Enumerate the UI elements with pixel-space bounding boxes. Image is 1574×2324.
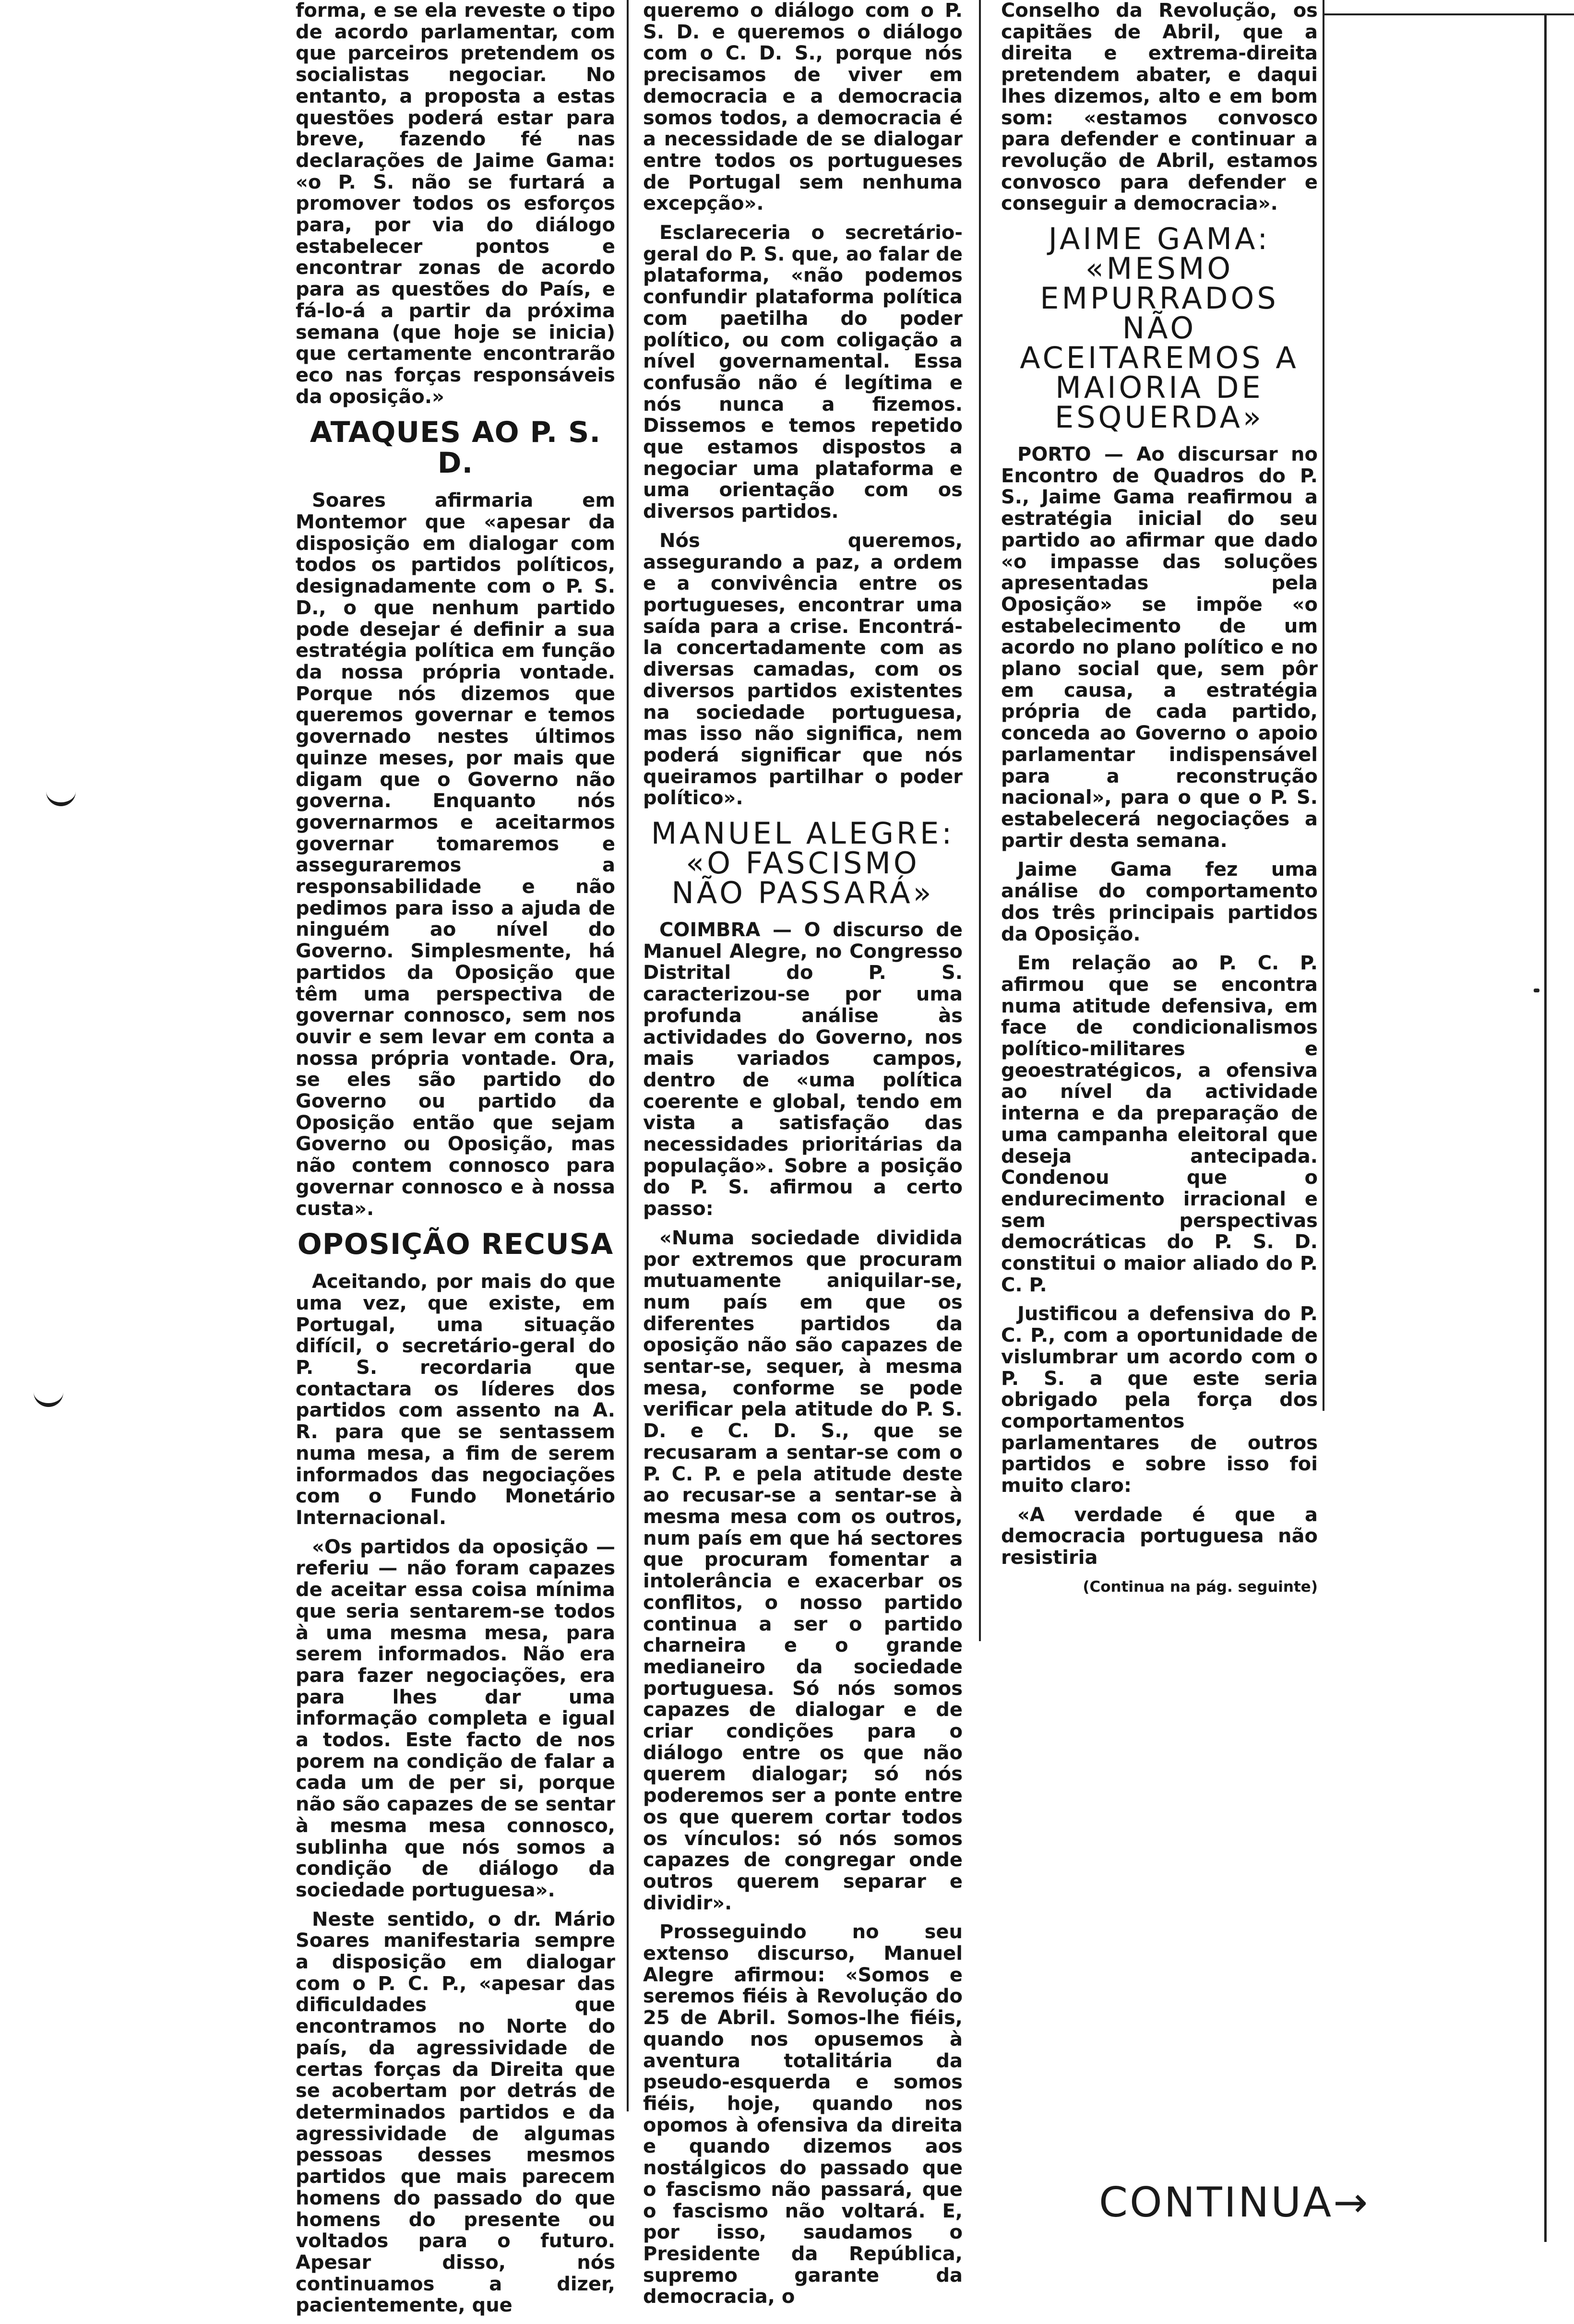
column-2 [643,0,963,2315]
continua-label: CONTINUA→ [1099,2179,1370,2227]
col3-paragraph-2: Jaime Gama fez uma análise do comportamento dos três principais partidos da Oposição. [1001,858,1318,945]
col2-paragraph-2: Nós queremos, assegurando a paz, a ordem e a convivência entre os portugueses, encontrar uma saída para a crise. Encontrá-la concertadamente com as diversas camadas, com os diversos partidos existentes na sociedade portuguesa, mas isso não significa, nem poderá significar que nós queiramos partilhar o poder político». [643,529,963,810]
col1-paragraph-3: «Os partidos da oposição — referiu — não foram capazes de aceitar essa coisa mínima que seria sentarem-se todos à uma mesma mesa, para serem informados. Não era para fazer negociações, era para lhes dar uma informação completa e igual a todos. Este facto de nos porem na condição de falar a cada um de per si, porque não são capazes de se sentar à mesma mesa connosco, sublinha que nós somos a condição de diálogo da sociedade portuguesa». [296,1536,615,1901]
col2-paragraph-1: Esclareceria o secretário-geral do P. S. que, ao falar de plataforma, «não podemos confundir plataforma política com paetilha do poder político, ou com coligação a nível governamental. Essa confusão não é legítima e nós nunca a fizemos. Dissemos e temos repetido que estamos dispostos a negociar uma plataforma e uma orientação com os diversos partidos. [643,222,963,523]
col3-paragraph-4: Justificou a defensiva do P. C. P., com a oportunidade de vislumbrar um acordo com o P. S. a que este seria obrigado pela força dos comportamentos parlamentares de outros partidos e sobre isso foi muito claro: [1001,1303,1318,1497]
right-edge-rule [1544,14,1547,2242]
col1-paragraph-1: Soares afirmaria em Montemor que «apesar da disposição em dialogar com todos os partidos políticos, designadamente com o P. S. D., o que nenhum partido pode desejar é definir a sua estratégia política em função da nossa própria vontade. Porque nós dizemos que queremos governar e temos governado nestes últimos quinze meses, por mais que digam que o Governo não governa. Enquanto nós governarmos e aceitarmos governar tomaremos e asseguraremos a responsabilidade e não pedimos para isso a ajuda de ninguém ao nível do Governo. Simplesmente, há partidos da Oposição que têm uma perspectiva de governar connosco, sem nos ouvir e sem levar em conta a nossa própria vontade. Ora, se eles são partido do Governo ou partido da Oposição então que sejam Governo ou Oposição, mas não contem connosco para governar connosco e à nossa custa». [296,489,615,1220]
heading-jaime-gama: JAIME GAMA: «MESMO EMPURRADOS NÃO ACEITAREMOS A MAIORIA DE ESQUERDA» [1020,221,1299,435]
col3-paragraph-5: «A verdade é que a democracia portuguesa não resistiria [1001,1503,1318,1569]
margin-mark-2 [34,1382,63,1407]
col3-paragraph-0: Conselho da Revolução, os capitães de Abril, que a direita e extrema-direita pretendem abater, e daqui lhes dizemos, alto e em bom som: «estamos convosco para defender e continuar a revolução de Abril, estamos convosco para defender e conseguir a democracia». [1001,0,1318,215]
col1-paragraph-0: forma, e se ela reveste o tipo de acordo parlamentar, com que parceiros pretendem os socialistas negociar. No entanto, a proposta a estas questões poderá estar para breve, fazendo fé nas declarações de Jaime Gama: «o P. S. não se furtará a promover todos os esforços para, por via do diálogo estabelecer pontos e encontrar zonas de acordo para as questões do País, e fá-lo-á a partir da próxima semana (que hoje se inicia) que certamente encontrarão eco nas forças responsáveis da oposição.» [296,0,615,408]
col2-paragraph-4: «Numa sociedade dividida por extremos que procuram mutuamente aniquilar-se, num país em que os diferentes partidos da oposição não são capazes de sentar-se, sequer, à mesma mesa, conforme se pode verificar pela atitude do P. S. D. e C. D. S., que se recusaram a sentar-se com o P. C. P. e pela atitude deste ao recusar-se a sentar-se à mesma mesa com os outros, num país em que há sectores que procuram fomentar a intolerância e exacerbar os conflitos, o nosso partido continua a ser o partido charneira e o grande medianeiro da sociedade portuguesa. Só nós somos capazes de dialogar e de criar condições para o diálogo entre os que não querem dialogar; só nós poderemos ser a ponte entre os que querem cortar todos os vínculos: só nós somos capazes de congregar onde outros querem separar e dividir». [643,1227,963,1914]
col3-paragraph-3: Em relação ao P. C. P. afirmou que se encontra numa atitude defensiva, em face de condicionalismos político-militares e geoestratégicos, a ofensiva ao nível da actividade interna e da preparação de uma campanha eleitoral que deseja antecipada. Condenou que o endurecimento irracional e sem perspectivas democráticas do P. S. D. constitui o maior aliado do P. C. P. [1001,952,1318,1296]
column-rule-2 [979,0,981,1641]
column-rule-1 [627,0,629,2111]
top-right-rule [1324,13,1574,15]
column-rule-3 [1323,0,1324,1411]
col2-paragraph-0: queremo o diálogo com o P. S. D. e queremos o diálogo com o C. D. S., porque nós precisamos de viver em democracia e a democracia somos todos, a democracia é a necessidade de se dialogar entre todos os portugueses de Portugal sem nenhuma excepção». [643,0,963,215]
col1-paragraph-2: Aceitando, por mais do que uma vez, que existe, em Portugal, uma situação difícil, o secretário-geral do P. S. recordaria que contactara os líderes dos partidos com assento na A. R. para que se sentassem numa mesa, a fim de serem informados das negociações com o Fundo Monetário Internacional. [296,1271,615,1529]
heading-oposicao-recusa: OPOSIÇÃO RECUSA [297,1228,614,1262]
col2-paragraph-3: COIMBRA — O discurso de Manuel Alegre, no Congresso Distrital do P. S. caracterizou-se por uma profunda análise às actividades do Governo, nos mais variados campos, dentro de «uma política coerente e global, tendo em vista a satisfação das necessidades prioritárias da população». Sobre a posição do P. S. afirmou a certo passo: [643,919,963,1220]
col2-paragraph-5: Prosseguindo no seu extenso discurso, Manuel Alegre afirmou: «Somos e seremos fiéis à Revolução do 25 de Abril. Somos-lhe fiéis, quando nos opusemos à aventura totalitária da pseudo-esquerda e somos fiéis, hoje, quando nos opomos à ofensiva da direita e quando dizemos aos nostálgicos do passado que o fascismo não passará, que o fascismo não voltará. E, por isso, saudamos o Presidente da República, supremo garante da democracia, o [643,1921,963,2308]
heading-ataques-psd: ATAQUES AO P. S. D. [310,416,601,480]
col3-paragraph-1: PORTO — Ao discursar no Encontro de Quadros do P. S., Jaime Gama reafirmou a estratégia inicial do seu partido ao afirmar que dado «o impasse das soluções apresentadas pela Oposição» se impõe «o estabelecimento de um acordo no plano político e no plano social que, sem pôr em causa, a estratégia própria de cada partido, conceda ao Governo o apoio parlamentar indispensável para a reconstrução nacional», para o que o P. S. estabelecerá negociações a partir desta semana. [1001,443,1318,852]
column-1 [296,0,615,2324]
col1-paragraph-4: Neste sentido, o dr. Mário Soares manifestaria sempre a disposição em dialogar com o P. C. P., «apesar das dificuldades que encontramos no Norte do país, da agressividade de certas forças da Direita que se acobertam por detrás de determinados partidos e da agressividade de algumas pessoas desses mesmos partidos que mais parecem homens do passado do que homens do presente ou voltados para o futuro. Apesar disso, nós continuamos a dizer, pacientemente, que [296,1908,615,2317]
margin-dot [1534,989,1539,992]
heading-manuel-alegre: MANUEL ALEGRE: «O FASCISMO NÃO PASSARÁ» [651,816,955,911]
margin-mark-1 [46,781,76,806]
column-3 [1001,0,1318,1606]
continued-note: (Continua na pág. seguinte) [1083,1578,1318,1596]
